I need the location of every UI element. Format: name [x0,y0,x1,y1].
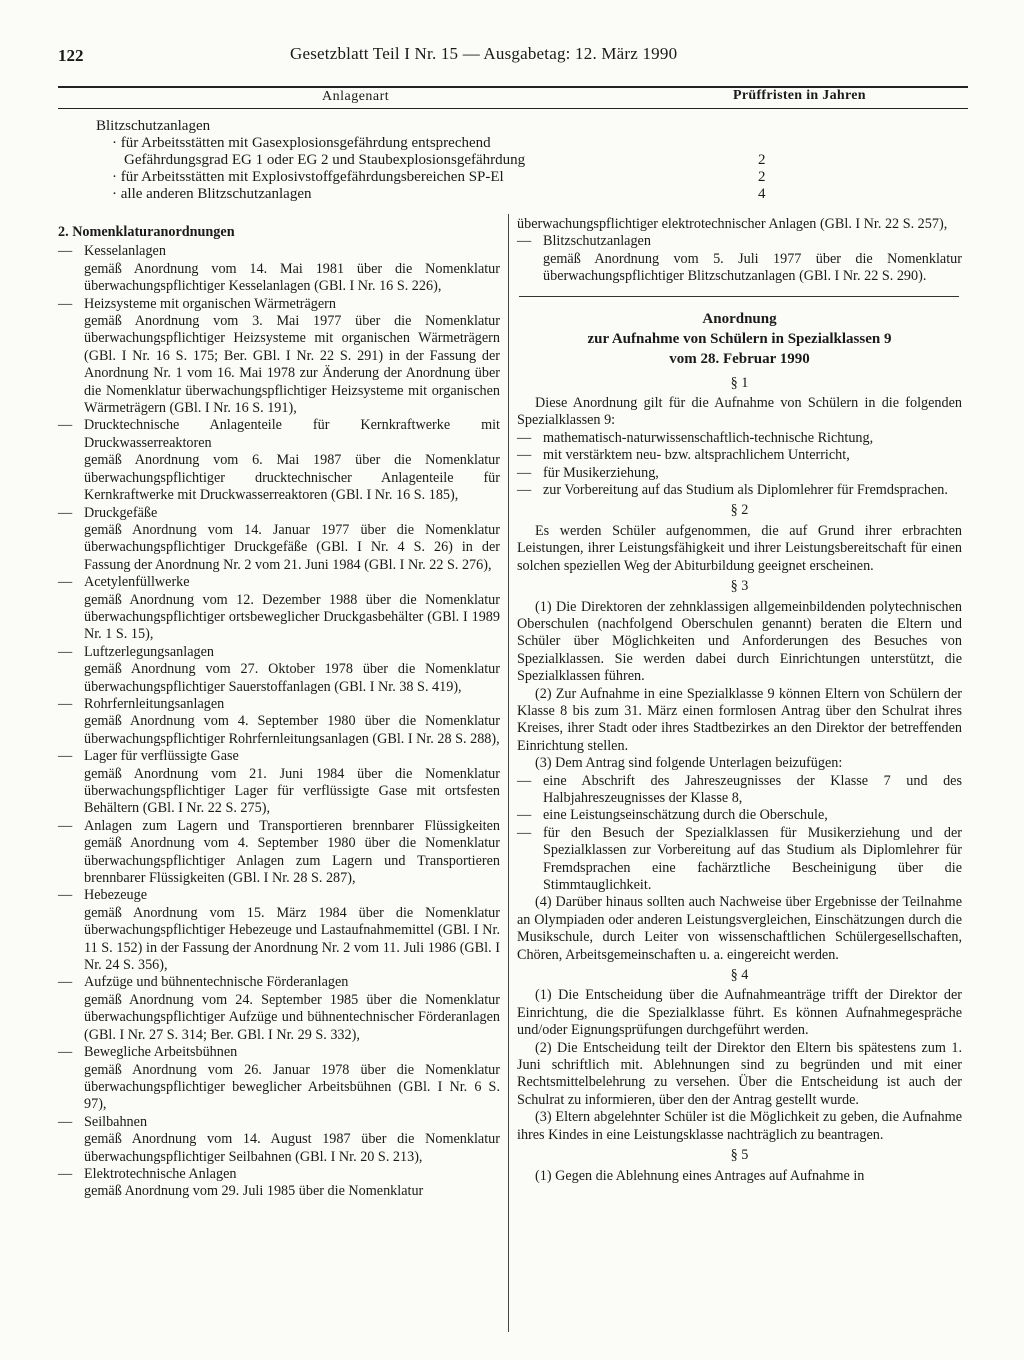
list-item [517,233,962,285]
list-item [517,825,962,895]
list-item [58,1044,500,1114]
list-item [517,447,962,464]
item-text: gemäß Anordnung vom 14. August 1987 über die Nomenklatur überwachungspflichtiger Seilbahnen (GBl. I Nr. 20 S. 213), [84,1131,500,1165]
section-mark: § 1 [730,374,749,391]
section-mark: § 5 [730,1147,749,1164]
dash-mark: — [58,1113,73,1130]
list-item [58,748,500,818]
ordinance-title [517,309,962,369]
dash-mark: — [517,482,532,499]
item-title: Rohrfernleitungsanlagen [84,695,225,712]
paragraph: (3) Dem Antrag sind folgende Unterlagen beizufügen: [535,755,843,772]
item-text: eine Leistungseinschätzung durch die Oberschule, [543,807,828,824]
paragraph: (1) Die Entscheidung über die Aufnahmeanträge trifft der Direktor der Einrichtung, die die Spezialklasse führt. Es können Aufnahmegespräche und/oder Eignungsprüfungen durchgeführt werden. [517,987,962,1039]
page-number: 122 [58,46,84,65]
dash-mark: — [517,447,532,464]
list-item [58,887,500,974]
item-title: Acetylenfüllwerke [84,574,190,591]
paragraph: Diese Anordnung gilt für die Aufnahme von Schülern in die folgenden Spezialklassen 9: [517,395,962,429]
item-text: für Musikerziehung, [543,464,659,481]
dash-mark: — [58,817,73,834]
item-title: Elektrotechnische Anlagen [84,1165,237,1182]
dash-mark: — [58,1044,73,1061]
item-title: Bewegliche Arbeitsbühnen [84,1044,238,1061]
item-title: Aufzüge und bühnentechnische Förderanlagen [84,974,349,991]
item-text: gemäß Anordnung vom 21. Juni 1984 über die Nomenklatur überwachungspflichtiger Lager für verflüssigte Gase mit ortsfesten Behältern (GBl. I Nr. 22 S. 275), [84,765,500,817]
item-title: Hebezeuge [84,887,148,904]
item-text: gemäß Anordnung vom 29. Juli 1985 über die Nomenklatur [84,1183,424,1200]
item-text: gemäß Anordnung vom 24. September 1985 über die Nomenklatur überwachungspflichtiger Aufzüge und bühnentechnischer Förderanlagen (GBl. I Nr. 27 S. 314; Ber. GBl. I Nr. 29 S. 332), [84,991,500,1043]
list-item [58,574,500,644]
dash-mark: — [517,824,532,841]
nomenclature-list [58,243,500,1200]
dash-mark: — [517,772,532,789]
item-title: Drucktechnische Anlagenteile für Kernkraftwerke mit Druckwasserreaktoren [84,417,500,451]
paragraph: (2) Die Entscheidung teilt der Direktor den Eltern bis spätestens zum 1. Juni schriftlich mit. Ablehnungen sind zu begründen und mit einer Rechtsmittelbelehrung zu versehen. Über die Entscheidung ist auch der Schulrat zu informieren, über den der Antrag gestellt wurde. [517,1039,962,1108]
table-line: · für Arbeitsstätten mit Gasexplosionsgefährdung entsprechend [112,135,491,151]
item-title: Druckgefäße [84,504,158,521]
item-text: gemäß Anordnung vom 14. Mai 1981 über die Nomenklatur überwachungspflichtiger Kesselanlagen (GBl. I Nr. 16 S. 226), [84,260,500,295]
title-line: Anordnung [702,310,777,327]
paragraph: (2) Zur Aufnahme in eine Spezialklasse 9 können Eltern von Schülern der Klasse 8 bis zum 31. März einen formlosen Antrag über den Schulrat ihres Kreises, ihrer Stadt oder ihres Stadtbezirkes an den Direktor der betreffenden Einrichtung stellen. [517,685,962,754]
left-column [58,224,500,1201]
list-item [58,974,500,1044]
dash-mark: — [58,295,73,312]
title-line: zur Aufnahme von Schülern in Spezialklassen 9 [587,330,892,347]
paragraph: (1) Die Direktoren der zehnklassigen allgemeinbildenden polytechnischen Oberschulen (nachfolgend Oberschulen genannt) beraten die Eltern und Schüler über Möglichkeiten und Anforderungen des Besuches von Spezialklassen. Sie werden dabei durch Einrichtungen unterstützt, die Spezialklassen führen. [517,598,962,685]
item-title: Luftzerlegungsanlagen [84,643,214,660]
list-item [58,243,500,295]
item-text: gemäß Anordnung vom 14. Januar 1977 über die Nomenklatur überwachungspflichtiger Druckgefäße (GBl. I Nr. 4 S. 26) in der Fassung der Anordnung Nr. 2 vom 21. Juni 1984 (GBl. I Nr. 22 S. 276), [84,521,500,573]
table-line: Blitzschutzanlagen [96,118,211,134]
dash-mark: — [58,974,73,991]
table-header-rule [58,108,968,109]
paragraph: (4) Darüber hinaus sollten auch Nachweise über Ergebnisse der Teilnahme an Olympiaden oder anderen Leistungsvergleichen, Einschätzungen durch die Musikschule, durch Leiter von wissenschaftlichen Schülergesellschaften, Chören, Arbeitsgemeinschaften u. a. eingereicht werden. [517,894,962,963]
item-text: mathematisch-naturwissenschaftlich-technische Richtung, [543,429,874,446]
section-heading: 2. Nomenklaturanordnungen [58,224,235,240]
section-mark: § 3 [730,578,749,595]
list-item [517,465,962,482]
table-value: 4 [758,186,766,202]
table-header-period: Prüffristen in Jahren [733,88,866,103]
item-text: mit verstärktem neu- bzw. altsprachlichem Unterricht, [543,447,850,464]
table-value: 2 [758,152,766,168]
table-line: · alle anderen Blitzschutzanlagen [112,186,312,202]
section-rule [519,296,959,297]
item-text: gemäß Anordnung vom 12. Dezember 1988 über die Nomenklatur überwachungspflichtiger ortsbeweglicher Druckgasbehälter (GBl. I 1989 Nr. 1 S. 15), [84,591,500,643]
dash-mark: — [58,887,73,904]
list-item [517,482,962,499]
dash-mark: — [517,429,532,446]
item-title: Heizsysteme mit organischen Wärmeträgern [84,295,337,312]
paragraph: (1) Gegen die Ablehnung eines Antrages auf Aufnahme in [535,1167,865,1184]
item-text: gemäß Anordnung vom 5. Juli 1977 über die Nomenklatur überwachungspflichtiger Blitzschutzanlagen (GBl. I Nr. 22 S. 290). [543,250,962,285]
dash-mark: — [58,695,73,712]
list-item [517,430,962,447]
right-column [517,216,962,1185]
table-line: Gefährdungsgrad EG 1 oder EG 2 und Staubexplosionsgefährdung [124,152,526,168]
list-item [58,818,500,888]
dash-mark: — [58,243,73,260]
table-line: · für Arbeitsstätten mit Explosivstoffgefährdungsbereichen SP-El [112,169,504,185]
list-item [517,773,962,808]
list-item [58,296,500,418]
item-text: gemäß Anordnung vom 3. Mai 1977 über die Nomenklatur überwachungspflichtiger Heizsysteme mit organischen Wärmeträgern (GBl. I Nr. 16 S. 175; Ber. GBl. I Nr. 22 S. 291) in der Fassung der Anordnung Nr. 1 vom 16. Mai 1978 zur Änderung der Anordnung über die Nomenklatur überwachungspflichtiger Heizsysteme mit organischen Wärmeträgern (GBl. I Nr. 16 S. 191), [84,313,500,417]
dash-mark: — [58,504,73,521]
item-title: Kesselanlagen [84,243,166,260]
dash-mark: — [58,1165,73,1182]
dash-mark: — [517,233,532,250]
item-title: Blitzschutzanlagen [543,233,651,250]
title-line: vom 28. Februar 1990 [669,350,810,367]
list-item [58,696,500,748]
list-item [58,1114,500,1166]
running-head: Gesetzblatt Teil I Nr. 15 — Ausgabetag: 12. März 1990 [290,44,678,63]
list-item [58,505,500,575]
list-item [58,1166,500,1201]
list-item [517,807,962,824]
dash-mark: — [58,643,73,660]
table-header-type: Anlagenart [322,89,390,104]
dash-mark: — [517,464,532,481]
dash-mark: — [58,574,73,591]
item-text: Anlagen zum Lagern und Transportieren brennbarer Flüssigkeiten gemäß Anordnung vom 4. September 1980 über die Nomenklatur überwachungspflichtiger Anlagen zum Lagern und Transportieren brennbarer Flüssigkeiten (GBl. I Nr. 28 S. 287), [84,817,500,887]
paragraph: (3) Eltern abgelehnter Schüler ist die Möglichkeit zu geben, die Aufnahme ihres Kindes in eine Leistungsklasse nachträglich zu beantragen. [517,1109,962,1143]
list-item [58,644,500,696]
continuation-text: überwachungspflichtiger elektrotechnischer Anlagen (GBl. I Nr. 22 S. 257), [517,216,948,232]
item-text: gemäß Anordnung vom 27. Oktober 1978 über die Nomenklatur überwachungspflichtiger Sauerstoffanlagen (GBl. I Nr. 38 S. 419), [84,661,500,695]
item-text: zur Vorbereitung auf das Studium als Diplomlehrer für Fremdsprachen. [543,482,948,499]
dash-mark: — [517,807,532,824]
dash-mark: — [58,417,73,434]
item-text: gemäß Anordnung vom 6. Mai 1987 über die Nomenklatur überwachungspflichtiger drucktechnischer Anlagenteile für Kernkraftwerke mit Druckwasserreaktoren (GBl. I Nr. 16 S. 185), [84,452,500,504]
dash-mark: — [58,748,73,765]
table-value: 2 [758,169,766,185]
item-text: gemäß Anordnung vom 4. September 1980 über die Nomenklatur überwachungspflichtiger Rohrfernleitungsanlagen (GBl. I Nr. 28 S. 288), [84,713,500,747]
item-text: gemäß Anordnung vom 26. Januar 1978 über die Nomenklatur überwachungspflichtiger beweglicher Arbeitsbühnen (GBl. I Nr. 6 S. 97), [84,1061,500,1113]
section-mark: § 2 [730,502,749,519]
item-title: Seilbahnen [84,1113,148,1130]
section-mark: § 4 [730,967,749,984]
item-text: eine Abschrift des Jahreszeugnisses der Klasse 7 und des Halbjahreszeugnisses der Klasse 8, [543,772,962,806]
item-text: für den Besuch der Spezialklassen für Musikerziehung und der Spezialklassen zur Vorbereitung auf das Studium als Diplomlehrer für Fremdsprachen eine fachärztliche Bescheinigung über die Stimmtauglichkeit. [543,824,962,893]
column-divider [508,214,509,1332]
list-item [58,417,500,504]
item-title: Lager für verflüssigte Gase [84,748,239,765]
item-text: gemäß Anordnung vom 15. März 1984 über die Nomenklatur überwachungspflichtiger Hebezeuge und Lastaufnahmemittel (GBl. I Nr. 11 S. 152) in der Fassung der Anordnung Nr. 2 vom 11. Juli 1986 (GBl. I Nr. 24 S. 356), [84,904,500,974]
paragraph: Es werden Schüler aufgenommen, die auf Grund ihrer erbrachten Leistungen, ihrer Leistungsfähigkeit und ihrer Leistungsbereitschaft für einen solchen speziellen Weg der Abiturbildung geeignet erscheinen. [517,522,962,574]
